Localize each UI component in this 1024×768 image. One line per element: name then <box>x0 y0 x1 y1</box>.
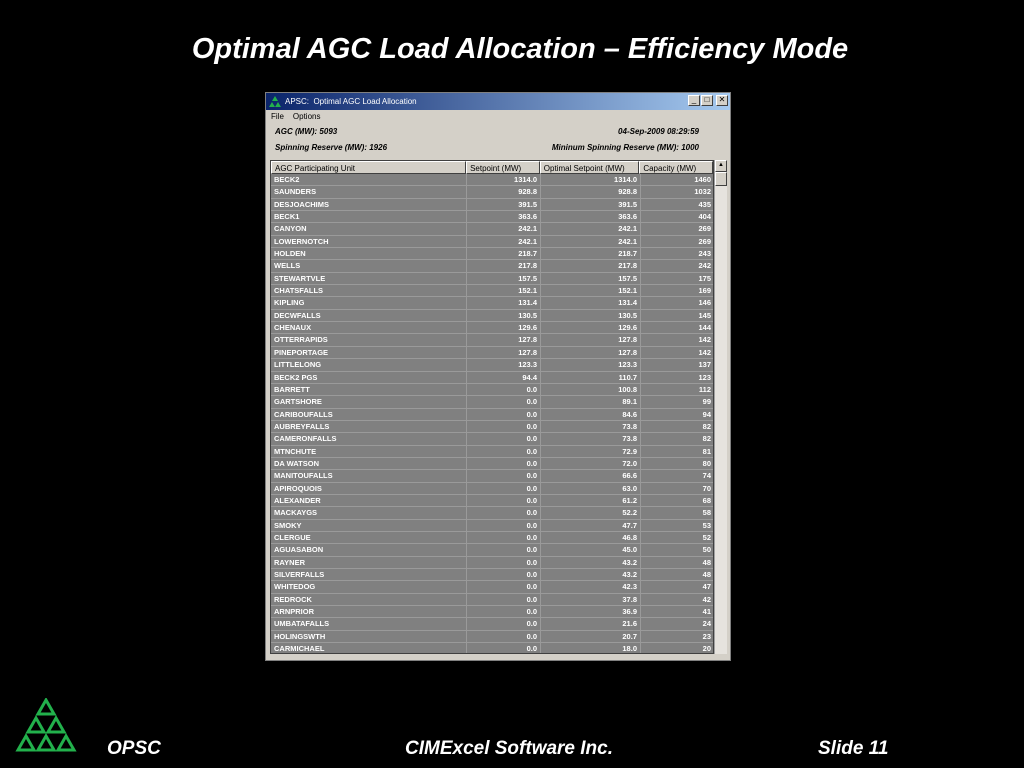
cell-setpoint: 0.0 <box>467 557 541 568</box>
cell-capacity: 269 <box>641 223 714 234</box>
cell-setpoint: 0.0 <box>467 544 541 555</box>
cell-optimal-setpoint: 928.8 <box>541 186 641 197</box>
table-row[interactable] <box>271 557 714 569</box>
agc-value: AGC (MW): 5093 <box>275 127 338 136</box>
cell-capacity: 47 <box>641 581 714 592</box>
cell-setpoint: 157.5 <box>467 273 541 284</box>
cell-optimal-setpoint: 42.3 <box>541 581 641 592</box>
cell-setpoint: 0.0 <box>467 643 541 654</box>
cell-optimal-setpoint: 37.8 <box>541 594 641 605</box>
cell-unit: MTNCHUTE <box>271 446 467 457</box>
cell-unit: SMOKY <box>271 520 467 531</box>
table-row[interactable] <box>271 483 714 495</box>
cell-optimal-setpoint: 52.2 <box>541 507 641 518</box>
app-window <box>265 92 731 661</box>
cell-unit: CARIBOUFALLS <box>271 409 467 420</box>
cell-capacity: 42 <box>641 594 714 605</box>
agc-info-row <box>275 127 715 136</box>
cell-setpoint: 0.0 <box>467 433 541 444</box>
cell-setpoint: 363.6 <box>467 211 541 222</box>
cell-setpoint: 0.0 <box>467 507 541 518</box>
table-row[interactable] <box>271 223 714 235</box>
table-header <box>271 161 713 174</box>
cell-unit: DA WATSON <box>271 458 467 469</box>
cell-unit: MACKAYGS <box>271 507 467 518</box>
cell-capacity: 74 <box>641 470 714 481</box>
cell-capacity: 142 <box>641 334 714 345</box>
cell-optimal-setpoint: 73.8 <box>541 421 641 432</box>
cell-optimal-setpoint: 20.7 <box>541 631 641 642</box>
table-row[interactable] <box>271 520 714 532</box>
cell-optimal-setpoint: 110.7 <box>541 372 641 383</box>
cell-setpoint: 0.0 <box>467 618 541 629</box>
cell-optimal-setpoint: 157.5 <box>541 273 641 284</box>
table-row[interactable] <box>271 631 714 643</box>
cell-optimal-setpoint: 130.5 <box>541 310 641 321</box>
footer-company: OPSC <box>107 738 161 759</box>
cell-unit: CAMERONFALLS <box>271 433 467 444</box>
cell-setpoint: 123.3 <box>467 359 541 370</box>
cell-unit: GARTSHORE <box>271 396 467 407</box>
cell-unit: CARMICHAEL <box>271 643 467 654</box>
cell-setpoint: 242.1 <box>467 223 541 234</box>
cell-capacity: 70 <box>641 483 714 494</box>
table-row[interactable] <box>271 618 714 630</box>
cell-setpoint: 928.8 <box>467 186 541 197</box>
cell-capacity: 145 <box>641 310 714 321</box>
cell-optimal-setpoint: 43.2 <box>541 569 641 580</box>
cell-setpoint: 130.5 <box>467 310 541 321</box>
cell-capacity: 169 <box>641 285 714 296</box>
cell-setpoint: 0.0 <box>467 409 541 420</box>
table-row[interactable] <box>271 409 714 421</box>
menu-bar <box>266 110 324 123</box>
cell-setpoint: 127.8 <box>467 334 541 345</box>
cell-setpoint: 0.0 <box>467 458 541 469</box>
cell-setpoint: 129.6 <box>467 322 541 333</box>
table-row[interactable] <box>271 396 714 408</box>
cell-unit: MANITOUFALLS <box>271 470 467 481</box>
close-button[interactable]: ✕ <box>716 95 728 106</box>
cell-setpoint: 0.0 <box>467 495 541 506</box>
cell-optimal-setpoint: 218.7 <box>541 248 641 259</box>
cell-capacity: 1460 <box>641 174 714 185</box>
cell-capacity: 23 <box>641 631 714 642</box>
table-row[interactable] <box>271 581 714 593</box>
cell-setpoint: 127.8 <box>467 347 541 358</box>
cell-capacity: 82 <box>641 433 714 444</box>
cell-setpoint: 0.0 <box>467 581 541 592</box>
cell-optimal-setpoint: 72.0 <box>541 458 641 469</box>
table-row[interactable] <box>271 470 714 482</box>
cell-optimal-setpoint: 89.1 <box>541 396 641 407</box>
cell-unit: HOLINGSWTH <box>271 631 467 642</box>
reserve-info-row <box>275 143 715 152</box>
cell-capacity: 269 <box>641 236 714 247</box>
table-row[interactable] <box>271 347 714 359</box>
cell-capacity: 50 <box>641 544 714 555</box>
cell-capacity: 243 <box>641 248 714 259</box>
cell-unit: BECK2 PGS <box>271 372 467 383</box>
cell-setpoint: 0.0 <box>467 470 541 481</box>
cell-optimal-setpoint: 152.1 <box>541 285 641 296</box>
cell-unit: CANYON <box>271 223 467 234</box>
table-row[interactable] <box>271 606 714 618</box>
column-header-capacity[interactable]: Capacity (MW) <box>639 161 713 174</box>
spinning-reserve: Spinning Reserve (MW): 1926 <box>275 143 388 152</box>
cell-capacity: 123 <box>641 372 714 383</box>
slide-number: Slide 11 <box>818 738 889 759</box>
cell-capacity: 142 <box>641 347 714 358</box>
cell-optimal-setpoint: 47.7 <box>541 520 641 531</box>
cell-unit: ARNPRIOR <box>271 606 467 617</box>
cell-optimal-setpoint: 100.8 <box>541 384 641 395</box>
cell-optimal-setpoint: 242.1 <box>541 223 641 234</box>
cell-unit: AUBREYFALLS <box>271 421 467 432</box>
cell-optimal-setpoint: 61.2 <box>541 495 641 506</box>
cell-setpoint: 0.0 <box>467 520 541 531</box>
cell-setpoint: 242.1 <box>467 236 541 247</box>
cell-capacity: 52 <box>641 532 714 543</box>
cell-unit: AGUASABON <box>271 544 467 555</box>
cell-setpoint: 152.1 <box>467 285 541 296</box>
table-row[interactable] <box>271 310 714 322</box>
cell-unit: SAUNDERS <box>271 186 467 197</box>
table-row[interactable] <box>271 643 714 654</box>
cell-optimal-setpoint: 73.8 <box>541 433 641 444</box>
table-row[interactable] <box>271 248 714 260</box>
cell-unit: ALEXANDER <box>271 495 467 506</box>
menu-file[interactable]: File <box>271 112 284 121</box>
table-row[interactable] <box>271 334 714 346</box>
cell-optimal-setpoint: 129.6 <box>541 322 641 333</box>
cell-capacity: 137 <box>641 359 714 370</box>
cell-unit: BECK1 <box>271 211 467 222</box>
maximize-button[interactable]: □ <box>701 95 713 106</box>
cell-unit: CHATSFALLS <box>271 285 467 296</box>
table-row[interactable] <box>271 384 714 396</box>
cell-optimal-setpoint: 127.8 <box>541 334 641 345</box>
cell-optimal-setpoint: 63.0 <box>541 483 641 494</box>
cell-capacity: 146 <box>641 297 714 308</box>
cell-capacity: 99 <box>641 396 714 407</box>
cell-unit: LOWERNOTCH <box>271 236 467 247</box>
table-row[interactable] <box>271 544 714 556</box>
table-body <box>271 174 714 654</box>
cell-optimal-setpoint: 18.0 <box>541 643 641 654</box>
table-row[interactable] <box>271 211 714 223</box>
cell-capacity: 82 <box>641 421 714 432</box>
table-row[interactable] <box>271 359 714 371</box>
table-row[interactable] <box>271 458 714 470</box>
cell-capacity: 80 <box>641 458 714 469</box>
cell-unit: KIPLING <box>271 297 467 308</box>
cell-optimal-setpoint: 217.8 <box>541 260 641 271</box>
allocation-table <box>270 160 714 654</box>
cell-capacity: 404 <box>641 211 714 222</box>
cell-unit: HOLDEN <box>271 248 467 259</box>
cell-optimal-setpoint: 363.6 <box>541 211 641 222</box>
cell-optimal-setpoint: 391.5 <box>541 199 641 210</box>
table-row[interactable] <box>271 236 714 248</box>
cell-capacity: 58 <box>641 507 714 518</box>
footer-vendor: CIMExcel Software Inc. <box>405 738 614 759</box>
cell-optimal-setpoint: 43.2 <box>541 557 641 568</box>
column-header-unit[interactable]: AGC Participating Unit <box>271 161 466 174</box>
cell-optimal-setpoint: 45.0 <box>541 544 641 555</box>
cell-optimal-setpoint: 1314.0 <box>541 174 641 185</box>
menu-options[interactable]: Options <box>292 112 321 121</box>
cell-optimal-setpoint: 123.3 <box>541 359 641 370</box>
scroll-up-arrow-icon[interactable]: ▲ <box>715 160 727 172</box>
cell-capacity: 112 <box>641 384 714 395</box>
cell-unit: STEWARTVLE <box>271 273 467 284</box>
table-row[interactable] <box>271 186 714 198</box>
table-row[interactable] <box>271 569 714 581</box>
table-row[interactable] <box>271 297 714 309</box>
cell-optimal-setpoint: 46.8 <box>541 532 641 543</box>
cell-setpoint: 1314.0 <box>467 174 541 185</box>
table-row[interactable] <box>271 495 714 507</box>
cell-unit: BECK2 <box>271 174 467 185</box>
cell-optimal-setpoint: 131.4 <box>541 297 641 308</box>
table-row[interactable] <box>271 421 714 433</box>
cell-optimal-setpoint: 72.9 <box>541 446 641 457</box>
table-row[interactable] <box>271 285 714 297</box>
cell-setpoint: 0.0 <box>467 421 541 432</box>
cell-capacity: 48 <box>641 557 714 568</box>
cell-capacity: 24 <box>641 618 714 629</box>
cell-unit: APIROQUOIS <box>271 483 467 494</box>
cell-capacity: 53 <box>641 520 714 531</box>
cell-setpoint: 0.0 <box>467 606 541 617</box>
column-header-optimal-setpoint[interactable]: Optimal Setpoint (MW) <box>540 161 640 174</box>
cell-unit: LITTLELONG <box>271 359 467 370</box>
cell-unit: UMBATAFALLS <box>271 618 467 629</box>
cell-unit: BARRETT <box>271 384 467 395</box>
table-row[interactable] <box>271 174 714 186</box>
table-row[interactable] <box>271 594 714 606</box>
cell-capacity: 81 <box>641 446 714 457</box>
slide-title: Optimal AGC Load Allocation – Efficiency Mode <box>191 33 849 65</box>
cell-setpoint: 391.5 <box>467 199 541 210</box>
opsc-logo-icon <box>10 698 82 758</box>
cell-unit: REDROCK <box>271 594 467 605</box>
cell-optimal-setpoint: 66.6 <box>541 470 641 481</box>
cell-capacity: 68 <box>641 495 714 506</box>
cell-unit: CHENAUX <box>271 322 467 333</box>
cell-unit: DESJOACHIMS <box>271 199 467 210</box>
cell-capacity: 1032 <box>641 186 714 197</box>
cell-optimal-setpoint: 127.8 <box>541 347 641 358</box>
cell-capacity: 175 <box>641 273 714 284</box>
table-row[interactable] <box>271 532 714 544</box>
window-title: APSC: Optimal AGC Load Allocation <box>285 97 417 106</box>
cell-setpoint: 0.0 <box>467 631 541 642</box>
cell-unit: OTTERRAPIDS <box>271 334 467 345</box>
cell-setpoint: 0.0 <box>467 532 541 543</box>
cell-capacity: 435 <box>641 199 714 210</box>
cell-capacity: 48 <box>641 569 714 580</box>
cell-unit: WELLS <box>271 260 467 271</box>
table-row[interactable] <box>271 433 714 445</box>
cell-unit: DECWFALLS <box>271 310 467 321</box>
cell-unit: RAYNER <box>271 557 467 568</box>
cell-capacity: 242 <box>641 260 714 271</box>
timestamp: 04-Sep-2009 08:29:59 <box>618 127 699 136</box>
cell-optimal-setpoint: 242.1 <box>541 236 641 247</box>
cell-setpoint: 0.0 <box>467 396 541 407</box>
cell-unit: PINEPORTAGE <box>271 347 467 358</box>
cell-setpoint: 217.8 <box>467 260 541 271</box>
table-row[interactable] <box>271 273 714 285</box>
table-row[interactable] <box>271 260 714 272</box>
cell-setpoint: 0.0 <box>467 594 541 605</box>
scroll-thumb[interactable] <box>715 172 727 186</box>
table-row[interactable] <box>271 199 714 211</box>
cell-capacity: 20 <box>641 643 714 654</box>
cell-capacity: 41 <box>641 606 714 617</box>
column-header-setpoint[interactable]: Setpoint (MW) <box>466 161 540 174</box>
cell-setpoint: 218.7 <box>467 248 541 259</box>
cell-optimal-setpoint: 84.6 <box>541 409 641 420</box>
table-row[interactable] <box>271 322 714 334</box>
window-titlebar[interactable] <box>266 93 730 110</box>
cell-setpoint: 94.4 <box>467 372 541 383</box>
cell-unit: WHITEDOG <box>271 581 467 592</box>
minimize-button[interactable]: _ <box>688 95 700 106</box>
cell-optimal-setpoint: 21.6 <box>541 618 641 629</box>
cell-unit: SILVERFALLS <box>271 569 467 580</box>
cell-setpoint: 0.0 <box>467 483 541 494</box>
table-row[interactable] <box>271 446 714 458</box>
min-spinning-reserve: Mininum Spinning Reserve (MW): 1000 <box>551 143 699 152</box>
cell-setpoint: 0.0 <box>467 569 541 580</box>
cell-optimal-setpoint: 36.9 <box>541 606 641 617</box>
app-logo-icon <box>269 96 281 108</box>
cell-setpoint: 131.4 <box>467 297 541 308</box>
cell-capacity: 144 <box>641 322 714 333</box>
table-row[interactable] <box>271 507 714 519</box>
cell-unit: CLERGUE <box>271 532 467 543</box>
cell-capacity: 94 <box>641 409 714 420</box>
cell-setpoint: 0.0 <box>467 384 541 395</box>
table-row[interactable] <box>271 372 714 384</box>
vertical-scrollbar[interactable] <box>714 160 727 654</box>
cell-setpoint: 0.0 <box>467 446 541 457</box>
